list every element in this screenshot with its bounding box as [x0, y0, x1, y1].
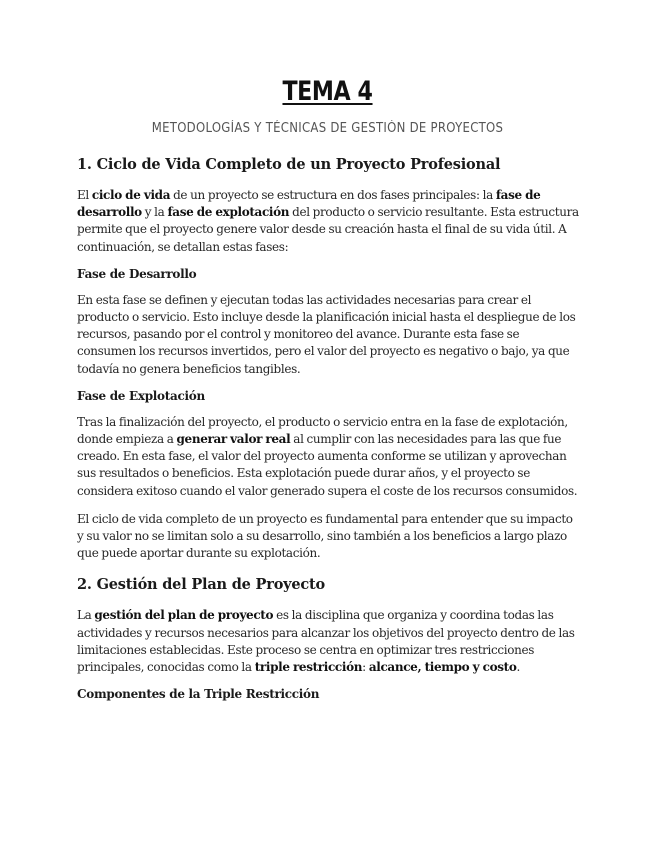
subheading-fase-explotacion: Fase de Explotación [77, 388, 205, 403]
section1-intro-paragraph: El ciclo de vida de un proyecto se estructura en dos fases principales: la fase de desarrollo y la fase de explotación del producto o servicio resultante. Esta estructura permite que el proyecto genere valor desde su creación hasta el final de su vida útil. A continuación, se detallan estas fases: [77, 188, 579, 254]
fase-desarrollo-paragraph: En esta fase se definen y ejecutan todas las actividades necesarias para crear el producto o servicio. Esto incluye desde la planificación inicial hasta el despliegue de los recursos, pasando por el control y monitoreo del avance. Durante esta fase se consumen los recursos invertidos, pero el valor del proyecto es negativo o bajo, ya que todavía no genera beneficios tangibles. [77, 292, 576, 376]
section-heading-2: 2. Gestión del Plan de Proyecto [77, 576, 326, 594]
section-heading-1: 1. Ciclo de Vida Completo de un Proyecto Profesional [77, 156, 501, 173]
section1-closing-paragraph: El ciclo de vida completo de un proyecto es fundamental para entender que su impacto y su valor no se limitan solo a su desarrollo, sino también a los beneficios a largo plazo que puede aportar durante su explotación. [77, 511, 573, 561]
document-subtitle: METODOLOGÍAS Y TÉCNICAS DE GESTIÓN DE PROYECTOS [151, 121, 504, 136]
fase-explotacion-paragraph: Tras la finalización del proyecto, el producto o servicio entra en la fase de explotación, donde empieza a generar valor real al cumplir con las necesidades para las que fue creado. En esta fase, el valor del proyecto aumenta conforme se utilizan y aprovechan sus resultados o beneficios. Esta explotación puede durar años, y el proyecto se considera exitoso cuando el valor generado supera el coste de los recursos consumidos. [77, 414, 578, 498]
subheading-fase-desarrollo: Fase de Desarrollo [77, 266, 197, 281]
document-title: TEMA 4 [282, 76, 373, 107]
section2-intro-paragraph: La gestión del plan de proyecto es la disciplina que organiza y coordina todas las actividades y recursos necesarios para alcanzar los objetivos del proyecto dentro de las limitaciones establecidas. Este proceso se centra en optimizar tres restricciones principales, conocidas como la triple restricción: alcance, tiempo y costo. [77, 608, 575, 675]
document-body [77, 156, 579, 712]
subheading-componentes-triple-restriccion: Componentes de la Triple Restricción [77, 687, 320, 702]
